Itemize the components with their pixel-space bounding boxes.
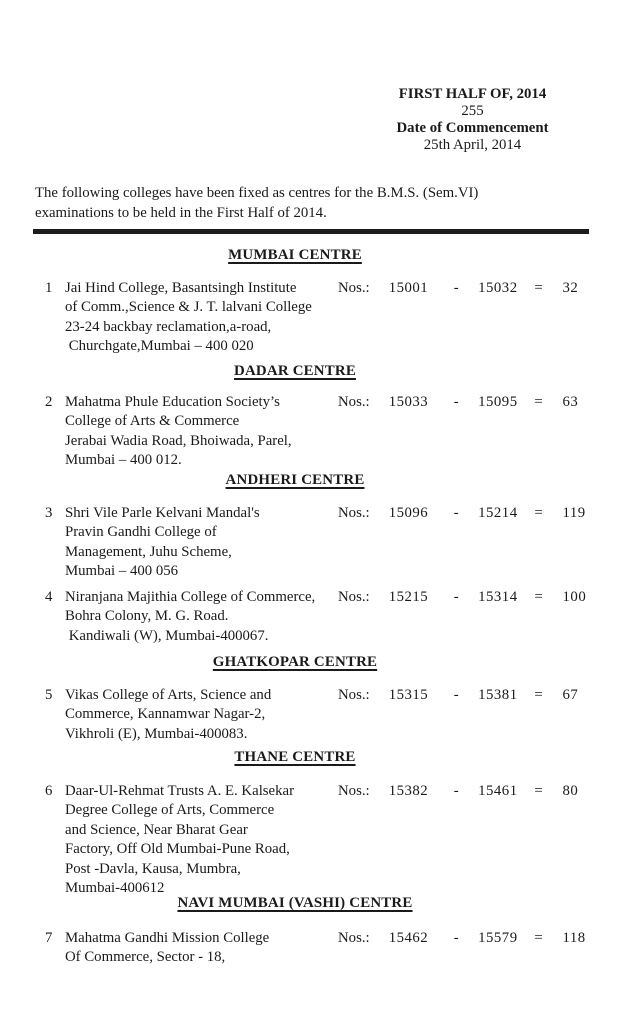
entry-number: 5 <box>45 687 53 703</box>
nos-label: Nos.: <box>338 930 370 946</box>
college-line: Mahatma Phule Education Society’s <box>65 394 280 410</box>
college-address <box>65 686 338 744</box>
range-dash: - <box>453 280 460 296</box>
section-heading-mumbai <box>0 246 590 265</box>
seat-number-row <box>338 393 578 412</box>
intro-line-1: The following colleges have been fixed as centres for the B.M.S. (Sem.VI) <box>35 185 479 201</box>
entry-number: 2 <box>45 394 53 410</box>
range-dash: - <box>453 394 460 410</box>
section-heading-text: ANDHERI CENTRE <box>225 472 365 488</box>
commencement-date: 25th April, 2014 <box>423 136 522 153</box>
candidate-count: 100 <box>562 589 587 605</box>
college-line: Of Commerce, Sector - 18, <box>65 949 226 966</box>
range-dash: - <box>453 589 460 605</box>
college-line: Mahatma Gandhi Mission College <box>65 930 270 946</box>
section-heading-ghatkopar <box>0 653 590 672</box>
seat-number-row <box>338 929 586 948</box>
centre-entry-7 <box>40 929 586 968</box>
section-heading-dadar <box>0 362 590 381</box>
seat-range-start: 15096 <box>388 505 429 521</box>
equals-sign: = <box>534 505 544 521</box>
college-address <box>65 279 338 357</box>
seat-range-end: 15461 <box>478 783 518 799</box>
commencement-label: Date of Commencement <box>396 119 549 136</box>
document-header <box>380 86 565 154</box>
college-line: Jerabai Wadia Road, Bhoiwada, Parel, <box>65 432 292 449</box>
centre-entry-1 <box>40 279 578 357</box>
college-line: Niranjana Majithia College of Commerce, <box>65 589 316 605</box>
section-heading-navi-mumbai-vashi <box>0 894 590 913</box>
entry-number: 7 <box>45 930 53 946</box>
seat-range-start: 15382 <box>388 783 429 799</box>
seat-number-row <box>338 504 586 523</box>
seat-range-end: 15032 <box>478 280 518 296</box>
range-dash: - <box>453 505 460 521</box>
equals-sign: = <box>534 280 544 296</box>
college-line: 23-24 backbay reclamation,a-road, <box>65 318 272 335</box>
seat-range-start: 15215 <box>388 589 429 605</box>
candidate-count: 119 <box>562 505 586 521</box>
range-dash: - <box>453 783 460 799</box>
equals-sign: = <box>534 930 544 946</box>
seat-number-row <box>338 279 578 298</box>
centre-entry-3 <box>40 504 586 582</box>
header-page-number: 255 <box>461 102 484 119</box>
range-dash: - <box>453 930 460 946</box>
college-line: Jai Hind College, Basantsingh Institute <box>65 280 297 296</box>
nos-label: Nos.: <box>338 280 370 296</box>
college-line: Degree College of Arts, Commerce <box>65 802 275 819</box>
section-heading-text: MUMBAI CENTRE <box>228 247 362 263</box>
nos-label: Nos.: <box>338 687 370 703</box>
college-address <box>65 393 338 471</box>
nos-label: Nos.: <box>338 783 370 799</box>
seat-range-start: 15033 <box>388 394 429 410</box>
entry-number: 3 <box>45 505 53 521</box>
college-address <box>65 588 338 646</box>
seat-number-row <box>338 686 578 705</box>
nos-label: Nos.: <box>338 589 370 605</box>
candidate-count: 67 <box>562 687 579 703</box>
seat-range-end: 15381 <box>478 687 518 703</box>
college-line: Daar-Ul-Rehmat Trusts A. E. Kalsekar <box>65 783 295 799</box>
seat-range-end: 15314 <box>478 589 518 605</box>
seat-number-row <box>338 588 586 607</box>
college-line: Mumbai-400612 <box>65 880 165 897</box>
header-title: FIRST HALF OF, 2014 <box>398 86 547 102</box>
college-line: Vikhroli (E), Mumbai-400083. <box>65 725 248 742</box>
equals-sign: = <box>534 687 544 703</box>
intro-line-2: examinations to be held in the First Half of 2014. <box>35 204 327 221</box>
entry-number: 1 <box>45 280 53 296</box>
seat-range-start: 15001 <box>388 280 429 296</box>
equals-sign: = <box>534 394 544 410</box>
equals-sign: = <box>534 783 544 799</box>
college-line: Vikas College of Arts, Science and <box>65 687 272 703</box>
college-line: Churchgate,Mumbai – 400 020 <box>65 338 254 355</box>
college-line: Management, Juhu Scheme, <box>65 543 232 560</box>
college-line: Shri Vile Parle Kelvani Mandal's <box>65 505 260 521</box>
nos-label: Nos.: <box>338 394 370 410</box>
section-heading-text: NAVI MUMBAI (VASHI) CENTRE <box>177 895 413 911</box>
equals-sign: = <box>534 589 544 605</box>
intro-paragraph <box>35 184 583 223</box>
section-heading-text: THANE CENTRE <box>234 749 356 765</box>
college-line: Pravin Gandhi College of <box>65 524 217 541</box>
range-dash: - <box>453 687 460 703</box>
section-heading-andheri <box>0 471 590 490</box>
section-heading-text: GHATKOPAR CENTRE <box>212 654 378 670</box>
college-address <box>65 782 338 898</box>
college-line: and Science, Near Bharat Gear <box>65 821 248 838</box>
centre-entry-6 <box>40 782 578 898</box>
section-heading-thane <box>0 748 590 767</box>
divider-rule <box>33 229 589 234</box>
seat-number-row <box>338 782 578 801</box>
college-line: of Comm.,Science & J. T. lalvani College <box>65 299 312 316</box>
centre-entry-5 <box>40 686 578 744</box>
nos-label: Nos.: <box>338 505 370 521</box>
college-line: Commerce, Kannamwar Nagar-2, <box>65 706 266 723</box>
college-address <box>65 504 338 582</box>
candidate-count: 32 <box>562 280 579 296</box>
college-address <box>65 929 338 968</box>
college-line: Factory, Off Old Mumbai-Pune Road, <box>65 841 290 858</box>
entry-number: 4 <box>45 589 53 605</box>
section-heading-text: DADAR CENTRE <box>234 363 356 379</box>
college-line: Kandiwali (W), Mumbai-400067. <box>65 627 269 644</box>
seat-range-end: 15095 <box>478 394 518 410</box>
entry-number: 6 <box>45 783 53 799</box>
seat-range-end: 15214 <box>478 505 518 521</box>
candidate-count: 63 <box>562 394 579 410</box>
centre-entry-4 <box>40 588 586 646</box>
college-line: College of Arts & Commerce <box>65 413 240 430</box>
college-line: Mumbai – 400 012. <box>65 452 182 469</box>
seat-range-start: 15462 <box>388 930 429 946</box>
college-line: Mumbai – 400 056 <box>65 563 179 580</box>
candidate-count: 118 <box>562 930 586 946</box>
seat-range-start: 15315 <box>388 687 429 703</box>
college-line: Post -Davla, Kausa, Mumbra, <box>65 860 241 877</box>
candidate-count: 80 <box>562 783 579 799</box>
seat-range-end: 15579 <box>478 930 518 946</box>
centre-entry-2 <box>40 393 578 471</box>
college-line: Bohra Colony, M. G. Road. <box>65 608 229 625</box>
